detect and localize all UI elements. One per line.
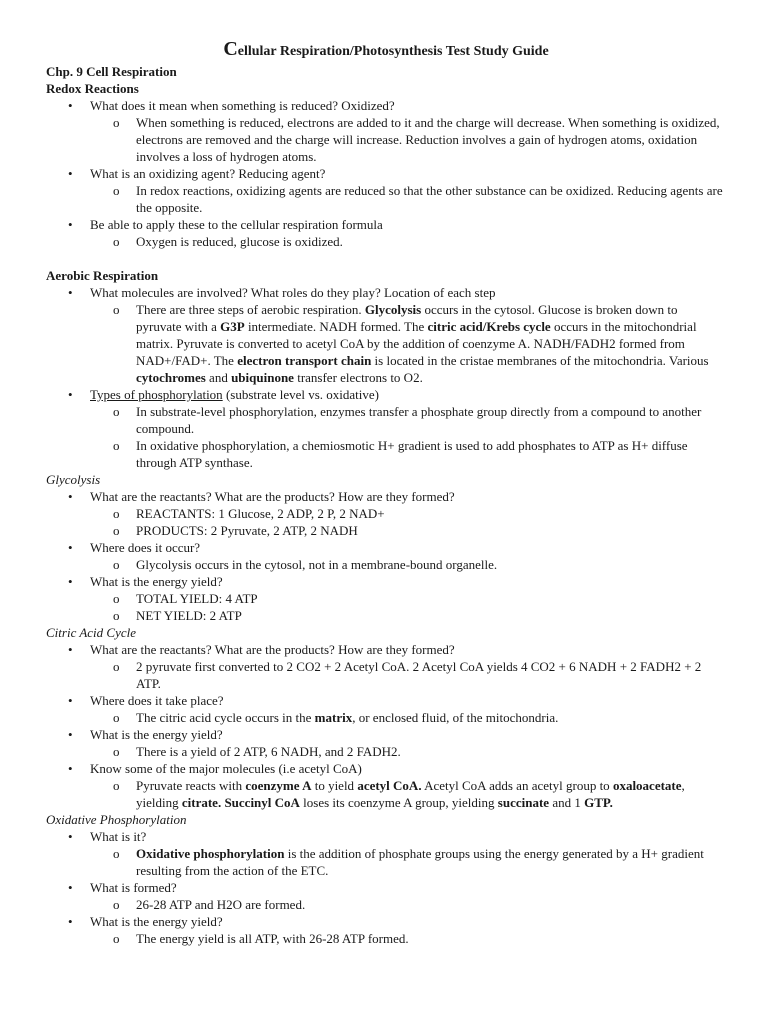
text-run: and — [205, 370, 232, 385]
text-run: loses its coenzyme A group, yielding — [299, 795, 498, 810]
text-run: Acetyl CoA adds an acetyl group to — [421, 778, 613, 793]
bold-term: oxaloacetate — [612, 778, 682, 793]
answer-item — [46, 114, 726, 165]
bold-term: Glycolysis — [364, 302, 422, 317]
document-title — [46, 40, 726, 61]
answer-text: Glycolysis occurs in the cytosol, not in a membrane-bound organelle. — [136, 557, 498, 572]
sub-bullet-icon: o — [113, 744, 120, 759]
question-text: Be able to apply these to the cellular respiration formula — [90, 217, 383, 232]
bullet-icon: • — [68, 98, 73, 113]
answer-item — [46, 403, 726, 437]
question-item — [46, 573, 726, 590]
question-text: What molecules are involved? What roles do they play? Location of each step — [90, 285, 496, 300]
question-item — [46, 726, 726, 743]
text-run: occurs in the mitochondrial matrix. Pyruvate is converted to acetyl CoA by the addition of coenzyme A. NADH/FADH2 formed from NAD+/FAD+. The — [136, 319, 697, 368]
sub-bullet-icon: o — [113, 591, 120, 606]
sub-bullet-icon: o — [113, 710, 120, 725]
subsection-heading-oxidative-phosphorylation: Oxidative Phosphorylation — [46, 812, 187, 827]
sub-bullet-icon: o — [113, 557, 120, 572]
bold-term: matrix — [314, 710, 353, 725]
text-run: (substrate level vs. oxidative) — [222, 387, 380, 402]
question-text: What does it mean when something is reduced? Oxidized? — [90, 98, 395, 113]
sub-bullet-icon: o — [113, 115, 120, 130]
answer-item — [46, 301, 726, 386]
sub-bullet-icon: o — [113, 897, 120, 912]
answer-text: When something is reduced, electrons are added to it and the charge will decrease. When something is oxidized, electrons are removed and the charge will increase. Reduction involves a gain of hydrogen atoms, oxidation involves a loss of hydrogen atoms. — [136, 115, 720, 164]
bullet-icon: • — [68, 880, 73, 895]
answer-text — [136, 302, 709, 385]
bold-term: ubiquinone — [231, 370, 294, 385]
sub-bullet-icon: o — [113, 659, 120, 674]
question-item — [46, 879, 726, 896]
answer-text: There is a yield of 2 ATP, 6 NADH, and 2 FADH2. — [136, 744, 401, 759]
question-text: Where does it occur? — [90, 540, 201, 555]
answer-item — [46, 437, 726, 471]
question-item — [46, 216, 726, 233]
bullet-icon: • — [68, 727, 73, 742]
answer-text: 2 pyruvate first converted to 2 CO2 + 2 Acetyl CoA. 2 Acetyl CoA yields 4 CO2 + 6 NADH + 2 FADH2 + 2 ATP. — [136, 659, 702, 691]
answer-item — [46, 505, 726, 522]
bold-term: electron transport chain — [237, 353, 372, 368]
text-run: , or enclosed fluid, of the mitochondria. — [352, 710, 559, 725]
answer-text: In redox reactions, oxidizing agents are reduced so that the other substance can be oxidized. Reducing agents are the opposite. — [136, 183, 723, 215]
question-item — [46, 539, 726, 556]
bold-term: citrate. Succinyl CoA — [181, 795, 300, 810]
answer-item — [46, 607, 726, 624]
sub-bullet-icon: o — [113, 183, 120, 198]
answer-text: PRODUCTS: 2 Pyruvate, 2 ATP, 2 NADH — [136, 523, 358, 538]
question-text: What are the reactants? What are the products? How are they formed? — [90, 489, 455, 504]
bold-term: GTP. — [584, 795, 613, 810]
bold-term: citric acid/Krebs cycle — [427, 319, 551, 334]
question-item — [46, 692, 726, 709]
bullet-icon: • — [68, 285, 73, 300]
text-run: and 1 — [549, 795, 585, 810]
answer-text: TOTAL YIELD: 4 ATP — [136, 591, 258, 606]
answer-item — [46, 590, 726, 607]
sub-bullet-icon: o — [113, 778, 120, 793]
title-rest: ellular Respiration/Photosynthesis Test Study Guide — [237, 44, 549, 59]
bullet-icon: • — [68, 574, 73, 589]
answer-text: In oxidative phosphorylation, a chemiosmotic H+ gradient is used to add phosphates to ATP as H+ diffuse through ATP synthase. — [136, 438, 688, 470]
bullet-icon: • — [68, 761, 73, 776]
answer-item — [46, 522, 726, 539]
answer-text: The energy yield is all ATP, with 26-28 ATP formed. — [136, 931, 409, 946]
bold-term: Oxidative phosphorylation — [136, 846, 285, 861]
question-item — [46, 913, 726, 930]
answer-text: In substrate-level phosphorylation, enzymes transfer a phosphate group directly from a compound to another compound. — [136, 404, 702, 436]
question-item — [46, 97, 726, 114]
text-run: is located in the cristae membranes of the mitochondria. Various — [371, 353, 709, 368]
question-item — [46, 284, 726, 301]
text-run: occurs in the cytosol. Glucose is broken down to pyruvate with a — [136, 302, 678, 334]
bullet-icon: • — [68, 489, 73, 504]
bold-term: cytochromes — [136, 370, 206, 385]
question-text: What are the reactants? What are the products? How are they formed? — [90, 642, 455, 657]
bullet-icon: • — [68, 387, 73, 402]
question-item — [46, 386, 726, 403]
question-text: What is the energy yield? — [90, 574, 223, 589]
answer-item — [46, 896, 726, 913]
bullet-icon: • — [68, 642, 73, 657]
text-run: There are three steps of aerobic respiration. — [136, 302, 365, 317]
sub-bullet-icon: o — [113, 846, 120, 861]
text-run: intermediate. NADH formed. The — [244, 319, 428, 334]
sub-bullet-icon: o — [113, 234, 120, 249]
question-item — [46, 760, 726, 777]
question-item — [46, 488, 726, 505]
text-run: , yielding — [136, 778, 685, 810]
bullet-icon: • — [68, 166, 73, 181]
section-heading-redox: Redox Reactions — [46, 81, 139, 96]
answer-text — [136, 710, 558, 725]
answer-text: NET YIELD: 2 ATP — [136, 608, 242, 623]
subsection-heading-citric-acid-cycle: Citric Acid Cycle — [46, 625, 137, 640]
underlined-term: Types of phosphorylation — [90, 387, 223, 402]
answer-item — [46, 233, 726, 250]
text-run: The citric acid cycle occurs in the — [136, 710, 315, 725]
bold-term: G3P — [220, 319, 245, 334]
question-text: Know some of the major molecules (i.e acetyl CoA) — [90, 761, 362, 776]
bullet-icon: • — [68, 829, 73, 844]
text-run: is the addition of phosphate groups using the energy generated by a H+ gradient resulting from the action of the ETC. — [136, 846, 704, 878]
answer-text — [136, 778, 685, 810]
chapter-heading: Chp. 9 Cell Respiration — [46, 64, 177, 79]
sub-bullet-icon: o — [113, 931, 120, 946]
subsection-heading-glycolysis: Glycolysis — [46, 472, 101, 487]
answer-item — [46, 709, 726, 726]
bold-term: acetyl CoA. — [357, 778, 422, 793]
section-heading-aerobic: Aerobic Respiration — [46, 268, 159, 283]
question-text: What is it? — [90, 829, 147, 844]
text-run: transfer electrons to O2. — [293, 370, 423, 385]
title-first-letter: C — [223, 38, 238, 60]
bullet-icon: • — [68, 540, 73, 555]
answer-item — [46, 658, 726, 692]
answer-text: REACTANTS: 1 Glucose, 2 ADP, 2 P, 2 NAD+ — [136, 506, 385, 521]
sub-bullet-icon: o — [113, 438, 120, 453]
question-text: What is the energy yield? — [90, 914, 223, 929]
sub-bullet-icon: o — [113, 523, 120, 538]
answer-item — [46, 743, 726, 760]
document-page — [46, 40, 726, 947]
bullet-icon: • — [68, 217, 73, 232]
answer-item — [46, 182, 726, 216]
section-spacer — [46, 250, 726, 267]
question-text: What is the energy yield? — [90, 727, 223, 742]
sub-bullet-icon: o — [113, 506, 120, 521]
bullet-icon: • — [68, 914, 73, 929]
answer-item — [46, 930, 726, 947]
question-item — [46, 641, 726, 658]
answer-item — [46, 777, 726, 811]
question-text: What is an oxidizing agent? Reducing agent? — [90, 166, 326, 181]
text-run: Pyruvate reacts with — [136, 778, 246, 793]
bullet-icon: • — [68, 693, 73, 708]
sub-bullet-icon: o — [113, 302, 120, 317]
text-run: to yield — [311, 778, 358, 793]
answer-text — [136, 846, 704, 878]
bold-term: coenzyme A — [245, 778, 312, 793]
answer-item — [46, 556, 726, 573]
question-item — [46, 165, 726, 182]
question-text — [90, 387, 379, 402]
sub-bullet-icon: o — [113, 608, 120, 623]
bold-term: succinate — [497, 795, 550, 810]
question-text: Where does it take place? — [90, 693, 224, 708]
answer-item — [46, 845, 726, 879]
answer-text: 26-28 ATP and H2O are formed. — [136, 897, 306, 912]
sub-bullet-icon: o — [113, 404, 120, 419]
answer-text: Oxygen is reduced, glucose is oxidized. — [136, 234, 343, 249]
question-item — [46, 828, 726, 845]
question-text: What is formed? — [90, 880, 177, 895]
